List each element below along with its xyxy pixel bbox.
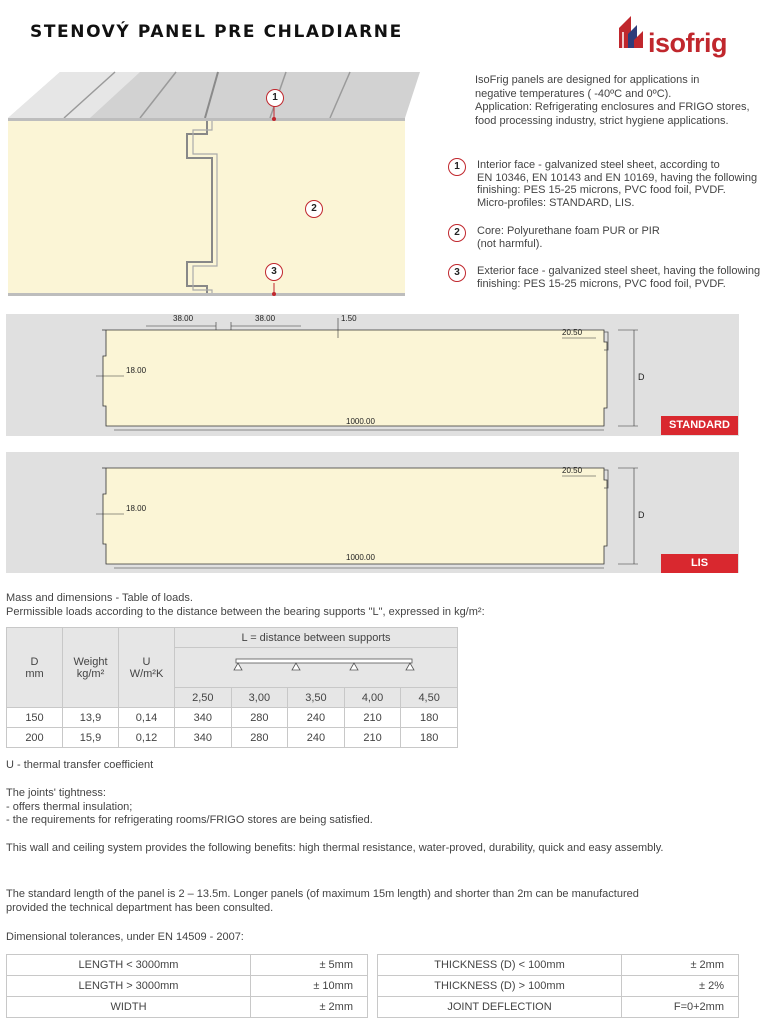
dim-joint: 20.50 — [562, 466, 583, 475]
loads-intro-line: Permissible loads according to the distance between the bearing supports "L", expressed in kg/m²: — [6, 605, 485, 618]
legend-badge: 2 — [448, 224, 466, 242]
tolerances-table-right — [377, 954, 739, 1018]
legend-line: EN 10346, EN 10143 and EN 10169, having the following — [477, 171, 758, 184]
legend-item-interior — [448, 159, 773, 209]
cell-load: 340 — [175, 728, 232, 748]
tolerance-value: ± 5mm — [251, 955, 368, 976]
legend-badge: 3 — [448, 264, 466, 282]
span-value: 3,00 — [231, 688, 288, 708]
legend-line: Exterior face - galvanized steel sheet, having the following — [477, 265, 761, 277]
lis-panel-drawing — [6, 452, 739, 573]
standard-tag: STANDARD — [661, 416, 738, 435]
tolerance-label: LENGTH > 3000mm — [7, 976, 251, 997]
table-row — [7, 955, 368, 976]
cell-d: 150 — [7, 708, 63, 728]
isofrig-logo — [615, 14, 745, 62]
tolerances-title: Dimensional tolerances, under EN 14509 - 2007: — [6, 931, 244, 943]
cell-load: 240 — [288, 728, 345, 748]
legend-line: Core: Polyurethane foam PUR or PIR — [477, 225, 660, 237]
tolerances-table-left — [6, 954, 368, 1018]
cell-load: 280 — [231, 728, 288, 748]
col-header-line: mm — [25, 667, 44, 680]
span-value: 3,50 — [288, 688, 345, 708]
tolerance-label: THICKNESS (D) < 100mm — [378, 955, 622, 976]
cell-weight: 13,9 — [63, 708, 119, 728]
lis-tag: LIS — [661, 554, 738, 573]
col-weight-header — [63, 628, 119, 708]
legend-item-core — [448, 225, 773, 250]
col-d-header — [7, 628, 63, 708]
cell-load: 340 — [175, 708, 232, 728]
cell-load: 180 — [401, 708, 458, 728]
dim-left: 18.00 — [126, 366, 147, 375]
beam-supports-icon — [216, 653, 416, 679]
table-row — [378, 955, 739, 976]
col-header-line: U — [142, 655, 151, 668]
dim-rib1: 38.00 — [173, 314, 194, 323]
legend-line: Interior face - galvanized steel sheet, according to — [477, 159, 720, 171]
dim-width: 1000.00 — [346, 417, 375, 426]
page-title: STENOVÝ PANEL PRE CHLADIARNE — [30, 22, 403, 42]
tolerance-label: THICKNESS (D) > 100mm — [378, 976, 622, 997]
panel-illustration — [0, 62, 430, 302]
intro-text — [475, 74, 770, 128]
table-row — [7, 728, 458, 748]
length-note-line: provided the technical department has been consulted. — [6, 901, 274, 914]
legend-badge: 1 — [448, 158, 466, 176]
callout-3: 3 — [265, 263, 283, 281]
legend-item-exterior — [448, 265, 773, 290]
logo-wordmark: isofrig — [648, 28, 728, 58]
loads-intro-line: Mass and dimensions - Table of loads. — [6, 592, 193, 604]
tolerance-value: ± 2mm — [622, 955, 739, 976]
cell-load: 280 — [231, 708, 288, 728]
col-u-header — [119, 628, 175, 708]
cell-load: 240 — [288, 708, 345, 728]
intro-line: IsoFrig panels are designed for applications in — [475, 74, 700, 86]
dim-thickness: D — [638, 372, 645, 382]
dim-joint: 20.50 — [562, 328, 583, 337]
legend-line: finishing: PES 15-25 microns, PVC food foil, PVDF. — [477, 277, 726, 290]
joints-line: The joints' tightness: — [6, 787, 106, 799]
callout-2: 2 — [305, 200, 323, 218]
intro-line: negative temperatures ( -40ºC and 0ºC). — [475, 87, 672, 100]
table-row — [378, 997, 739, 1018]
col-header-line: W/m²K — [129, 667, 164, 680]
tolerance-label: WIDTH — [7, 997, 251, 1018]
col-header-line: Weight — [73, 655, 108, 668]
span-value: 4,50 — [401, 688, 458, 708]
dim-rib2: 38.00 — [255, 314, 276, 323]
length-note — [6, 888, 639, 915]
length-note-line: The standard length of the panel is 2 – 13.5m. Longer panels (of maximum 15m length) and shorter than 2m can be manufactured — [6, 888, 639, 900]
table-row — [7, 708, 458, 728]
dim-thickness: D — [638, 510, 645, 520]
col-header-line: D — [30, 655, 39, 668]
legend-line: (not harmful). — [477, 237, 543, 250]
cell-weight: 15,9 — [63, 728, 119, 748]
intro-line: Application: Refrigerating enclosures and FRIGO stores, — [475, 101, 750, 113]
span-value: 2,50 — [175, 688, 232, 708]
cell-load: 210 — [344, 708, 401, 728]
joints-line: - offers thermal insulation; — [6, 800, 133, 813]
dim-left: 18.00 — [126, 504, 147, 513]
cell-u: 0,12 — [119, 728, 175, 748]
span-header: L = distance between supports — [175, 628, 458, 648]
cell-d: 200 — [7, 728, 63, 748]
legend-line: finishing: PES 15-25 microns, PVC food foil, PVDF. — [477, 184, 726, 197]
cell-load: 180 — [401, 728, 458, 748]
table-row — [378, 976, 739, 997]
cell-u: 0,14 — [119, 708, 175, 728]
intro-line: food processing industry, strict hygiene applications. — [475, 114, 729, 127]
table-row — [7, 997, 368, 1018]
cell-load: 210 — [344, 728, 401, 748]
tolerance-label: LENGTH < 3000mm — [7, 955, 251, 976]
dim-depth: 1.50 — [341, 314, 357, 323]
benefits-text: This wall and ceiling system provides the following benefits: high thermal resistance, water-proved, durability, quick and easy assembly. — [6, 842, 664, 854]
col-header-line: kg/m² — [76, 667, 105, 680]
loads-table — [6, 627, 458, 748]
joints-line: - the requirements for refrigerating rooms/FRIGO stores are being satisfied. — [6, 814, 373, 826]
dim-width: 1000.00 — [346, 553, 375, 562]
loads-intro — [6, 592, 485, 619]
tolerance-value: F=0+2mm — [622, 997, 739, 1018]
tolerance-value: ± 2mm — [251, 997, 368, 1018]
tolerance-value: ± 2% — [622, 976, 739, 997]
callout-1: 1 — [266, 89, 284, 107]
u-note: U - thermal transfer coefficient — [6, 759, 154, 771]
legend-line: Micro-profiles: STANDARD, LIS. — [477, 196, 635, 209]
standard-panel-drawing — [6, 314, 739, 436]
table-row — [7, 976, 368, 997]
beam-diagram — [175, 648, 458, 688]
tolerance-value: ± 10mm — [251, 976, 368, 997]
joints-text — [6, 787, 373, 828]
span-value: 4,00 — [344, 688, 401, 708]
tolerance-label: JOINT DEFLECTION — [378, 997, 622, 1018]
